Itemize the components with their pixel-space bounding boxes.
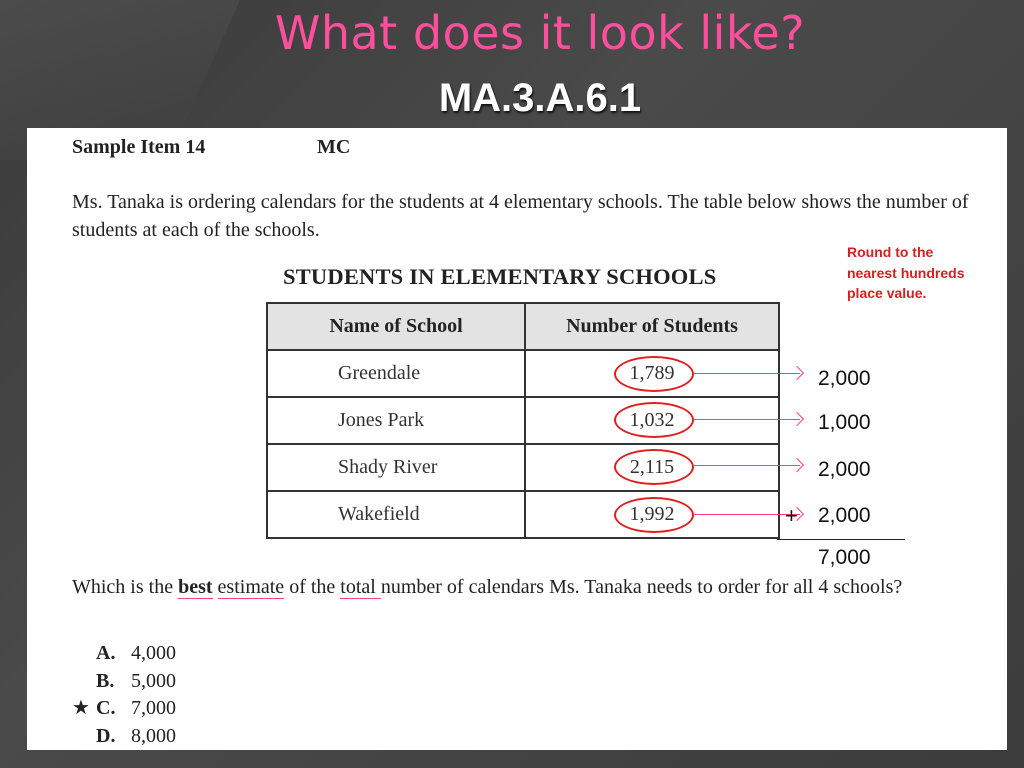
table-title: STUDENTS IN ELEMENTARY SCHOOLS	[283, 264, 717, 289]
choice-value: 4,000	[131, 642, 176, 664]
choice-value: 8,000	[131, 724, 176, 747]
column-header-students: Number of Students	[525, 303, 779, 350]
choice-d[interactable]	[72, 723, 176, 751]
students-table	[266, 302, 780, 539]
sum-line	[777, 539, 905, 540]
highlight-circle	[614, 497, 694, 533]
plus-sign: +	[785, 503, 798, 528]
slide-title: What does it look like?	[274, 6, 806, 60]
choice-letter: A.	[96, 642, 116, 664]
table-header-row	[267, 303, 779, 350]
arrow-icon	[694, 465, 800, 466]
school-name: Wakefield	[267, 491, 525, 538]
item-label: Sample Item 14	[72, 136, 206, 158]
underlined-total: total	[340, 576, 381, 598]
highlight-circle	[614, 356, 694, 392]
rounded-value: 2,000	[818, 458, 871, 481]
answer-choices	[72, 640, 176, 750]
prompt-text: Which is the best estimate of the total number of calendars Ms. Tanaka needs to order for all 4 schools?	[72, 576, 903, 598]
student-count: 1,992	[525, 491, 779, 538]
document-panel	[27, 128, 1007, 750]
highlight-circle	[614, 449, 694, 485]
sum-value: 7,000	[818, 546, 871, 569]
arrow-icon	[694, 373, 800, 374]
item-type: MC	[317, 136, 351, 158]
star-icon: ★	[72, 697, 90, 719]
choice-b[interactable]	[72, 668, 176, 696]
rounded-value: 2,000	[818, 367, 871, 390]
item-header	[72, 136, 351, 159]
choice-letter: B.	[96, 669, 115, 692]
student-count: 1,032	[525, 397, 779, 444]
underlined-estimate: estimate	[217, 576, 285, 598]
rounded-value: 1,000	[818, 411, 871, 434]
school-name: Shady River	[267, 444, 525, 491]
choice-letter: D.	[96, 724, 116, 747]
rounded-value: 2,000	[818, 504, 871, 527]
underlined-best: best	[178, 576, 213, 598]
highlight-circle	[614, 402, 694, 438]
question-text: Ms. Tanaka is ordering calendars for the students at 4 elementary schools. The table below shows the number of students at each of the schools.	[72, 191, 969, 241]
choice-letter: C.	[96, 697, 116, 719]
slide-subtitle: MA.3.A.6.1	[438, 76, 642, 120]
rounding-note: Round to the nearest hundreds place value.	[847, 244, 965, 301]
arrow-icon	[694, 419, 800, 420]
choice-c[interactable]	[72, 695, 176, 723]
choice-value: 5,000	[131, 669, 176, 692]
choice-value: 7,000	[131, 697, 176, 719]
table-row	[267, 444, 779, 491]
school-name: Greendale	[267, 350, 525, 397]
choice-a[interactable]	[72, 640, 176, 668]
school-name: Jones Park	[267, 397, 525, 444]
table-row	[267, 397, 779, 444]
student-count: 1,789	[525, 350, 779, 397]
column-header-school: Name of School	[267, 303, 525, 350]
student-count: 2,115	[525, 444, 779, 491]
